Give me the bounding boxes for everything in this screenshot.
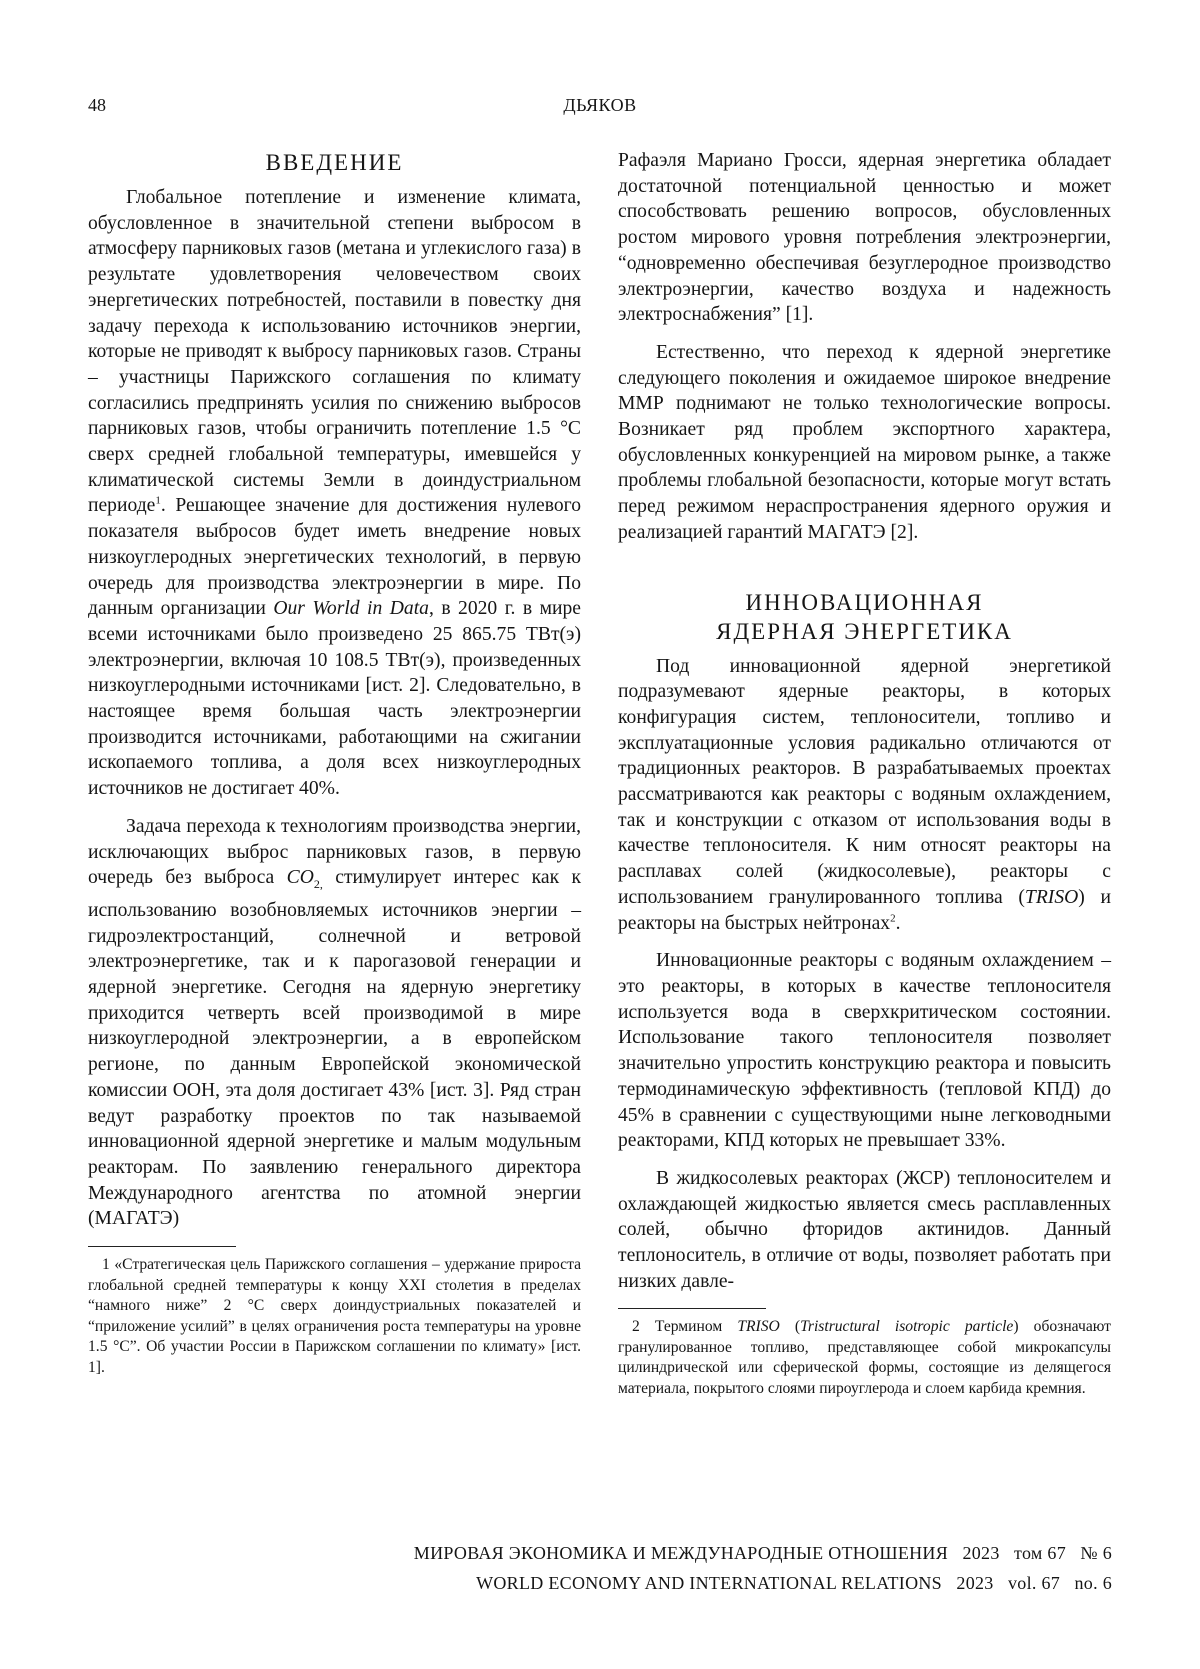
right-column (618, 148, 1111, 1399)
paragraph-6: Инновационные реакторы с водяным охлаждением – это реакторы, в которых в качестве теплоносителя используется вода в сверхкритическом состоянии. Использование такого теплоносителя позволяет значительно упростить конструкцию реактора и повысить термодинамическую эффективность (тепловой КПД) до 45% в сравнении с существующими ныне легководными реакторами, КПД которых не превышает 33%. (618, 950, 1111, 1152)
paragraph-4: Естественно, что переход к ядерной энергетике следующего поколения и ожидаемое широкое внедрение ММР поднимают не только технологические вопросы. Возникает ряд проблем экспортного характера, обусловленных конкуренцией на мировом рынке, а также проблемы глобальной безопасности, которые могут встать перед режимом нераспространения ядерного оружия и реализацией гарантий МАГАТЭ [2]. (618, 341, 1111, 543)
running-head-author: ДЬЯКОВ (563, 95, 637, 115)
journal-title-en: WORLD ECONOMY AND INTERNATIONAL RELATIONS 2023 vol. 67 no. 6 (476, 1573, 1112, 1593)
page-number: 48 (88, 95, 106, 115)
footnote-ref-2: 2 (890, 912, 896, 925)
paragraph-3: Рафаэля Мариано Гросси, ядерная энергетика обладает достаточной потенциальной ценностью и может способствовать решению вопросов, обусловленных ростом мирового уровня потребления электроэнергии, “одновременно обеспечивая безуглеродное производство электроэнергии, качество воздуха и надежность электроснабжения” [1]. (618, 150, 1111, 326)
paragraph-5: Под инновационной ядерной энергетикой подразумевают ядерные реакторы, в которых конфигурация систем, теплоносители, топливо и эксплуатационные условия радикально отличаются от традиционных реакторов. В разрабатываемых проектах рассматриваются как реакторы с водяным охлаждением, так и конструкции с отказом от использования воды в качестве теплоносителя. К ним относят реакторы на расплавах солей (жидкосолевые), реакторы с использованием гранулированного топлива (TRISO) и реакторы на быстрых нейтронах$^2$. (618, 655, 1111, 934)
footnote-ref-1: 1 (155, 494, 161, 507)
paragraph-2: Задача перехода к технологиям производства энергии, исключающих выброс парниковых газов, в первую очередь без выброса $CO_{2,}$ стимулирует интерес как к использованию возобновляемых источников энергии – гидроэлектростанций, солнечной и ветровой электроэнергетике, так и к парогазовой генерации и ядерной энергетике. Сегодня на ядерную энергетику приходится четверть всей производимой в мире низкоуглеродной электроэнергии, а в европейском регионе, по данным Европейской экономической комиссии ООН, эта доля достигает 43% [ист. 3]. Ряд стран ведут разработку проектов по так называемой инновационной ядерной энергетике и малым модульным реакторам. По заявлению генерального директора Международного агентства по атомной энергии (МАГАТЭ) (88, 815, 582, 1230)
section-heading-introduction: ВВЕДЕНИЕ (265, 150, 404, 175)
left-column (88, 148, 581, 1378)
paragraph-1: Глобальное потепление и изменение климата, обусловленное в значительной степени выбросом в атмосферу парниковых газов (метана и углекислого газа) в результате удовлетворения человечеством своих энергетических потребностей, поставили в повестку дня задачу перехода к использованию источников энергии, которые не приводят к выбросу парниковых газов. Страны – участницы Парижского соглашения по климату согласились предпринять усилия по снижению выбросов парниковых газов, чтобы ограничить потепление 1.5 °С сверх средней глобальной температуры, имевшейся у климатической системы Земли в доиндустриальном периоде$^1$. Решающее значение для достижения нулевого показателя выбросов будет иметь внедрение новых низкоуглеродных энергетических технологий, в первую очередь для производства электроэнергии в мире. По данным организации Our World in Data, в 2020 г. в мире всеми источниками было произведено 25 865.75 ТВт(э) электроэнергии, включая 10 108.5 ТВт(э), произведенных низкоуглеродными источниками [ист. 2]. Следовательно, в настоящее время большая часть электроэнергии производится источниками, работающими на сжигании ископаемого топлива, а доля всех низкоуглеродных источников не достигает 40%. (88, 187, 581, 800)
journal-title-ru: МИРОВАЯ ЭКОНОМИКА И МЕЖДУНАРОДНЫЕ ОТНОШЕНИЯ 2023 том 67 № 6 (413, 1543, 1112, 1563)
footnote-1: 1 «Стратегическая цель Парижского соглашения – удержание прироста глобальной средней температуры к концу XXI столетия в пределах “намного ниже” 2 °С сверх доиндустриальных показателей и “приложение усилий” в целях ограничения роста температуры на уровне 1.5 °С”. Об участии России в Парижском соглашении по климату» [ист. 1]. (88, 1256, 581, 1376)
footnote-divider (88, 1246, 236, 1247)
footnote-2: 2 Термином TRISO (Tristructural isotropic particle) обозначают гранулированное топливо, представляющее собой микрокапсулы цилиндрической или сферической формы, состоящие из делящегося материала, покрытого слоями пироуглерода и слоем карбида кремния. (618, 1318, 1111, 1397)
paragraph-7: В жидкосолевых реакторах (ЖСР) теплоносителем и охлаждающей жидкостью является смесь расплавленных солей, обычно фторидов актинидов. Данный теплоноситель, в отличие от воды, позволяет работать при низких давле- (618, 1167, 1111, 1292)
footnote-divider-2 (618, 1308, 766, 1309)
section-heading-innovative-nuclear: ИННОВАЦИОННАЯ ЯДЕРНАЯ ЭНЕРГЕТИКА (716, 589, 1013, 644)
